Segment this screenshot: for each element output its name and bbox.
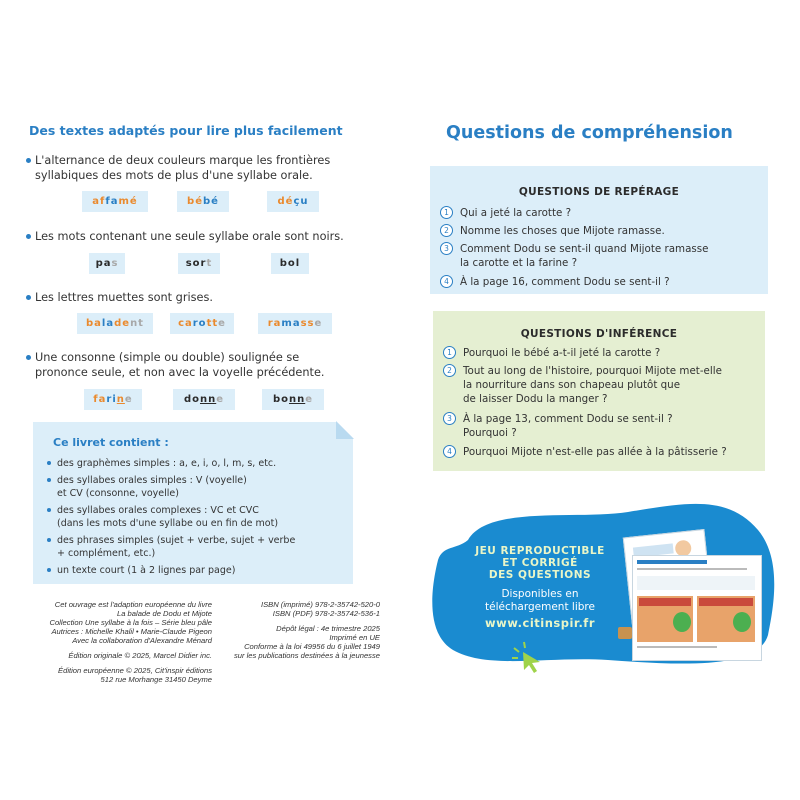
bullet-text: Les lettres muettes sont grises. — [35, 291, 213, 304]
example-word: baladent — [77, 313, 153, 334]
contents-title: Ce livret contient : — [53, 436, 169, 449]
credit-line: Édition originale © 2025, Marcel Didier inc. — [68, 651, 212, 660]
credit-line: La balade de Dodu et Mijote — [117, 609, 212, 618]
bullet-4 — [26, 350, 325, 380]
inference-box — [433, 311, 765, 471]
bullet-dot — [26, 295, 31, 300]
folded-corner — [336, 421, 354, 439]
example-word: ramasse — [258, 313, 332, 334]
credit-line: Autrices : Michelle Khalil • Marie-Claude Pigeon — [51, 627, 212, 636]
bullet-text: syllabiques des mots de plus d'une syllabe orale. — [35, 169, 313, 182]
contents-item-cont: et CV (consonne, voyelle) — [57, 488, 179, 499]
right-heading: Questions de compréhension — [446, 123, 733, 143]
credit-line: Conforme à la loi 49956 du 6 juillet 1949 — [244, 642, 380, 651]
contents-item: des phrases simples (sujet + verbe, sujet + verbe — [57, 534, 295, 547]
bullet-dot — [26, 234, 31, 239]
credit-line: ISBN (PDF) 978-2-35742-536-1 — [272, 609, 380, 618]
question: 3 À la page 13, comment Dodu se sent-il ? Pourquoi ? — [463, 412, 673, 440]
bullet-dot — [26, 355, 31, 360]
contents-item-cont: (dans les mots d'une syllabe ou en fin de mot) — [57, 518, 279, 529]
cursor-icon — [510, 640, 546, 674]
question: 4 Pourquoi Mijote n'est-elle pas allée à la pâtisserie ? — [463, 445, 727, 459]
credit-line: ISBN (imprimé) 978-2-35742-520-0 — [260, 600, 380, 609]
bullet-dot — [26, 158, 31, 163]
example-word: carotte — [170, 313, 234, 334]
credit-line: Cet ouvrage est l'adaption européenne du livre — [54, 600, 212, 609]
worksheet-thumbnail — [632, 555, 762, 661]
contents-item: des graphèmes simples : a, e, i, o, l, m, s, etc. — [57, 457, 276, 470]
bullet-1 — [26, 153, 330, 183]
promo-title: JEU REPRODUCTIBLE ET CORRIGÉ DES QUESTIONS — [475, 545, 605, 581]
example-word: farine — [84, 389, 142, 410]
question: 3 Comment Dodu se sent-il quand Mijote ramasse la carotte et la farine ? — [460, 242, 708, 270]
credit-line: Avec la collaboration d'Alexandre Ménard — [72, 636, 212, 645]
contents-item: des syllabes orales simples : V (voyelle) — [57, 474, 247, 487]
credit-line: 512 rue Morhange 31450 Deyme — [100, 675, 212, 684]
bullet-3 — [26, 290, 213, 305]
example-word: donne — [173, 389, 235, 410]
example-word: pas — [89, 253, 125, 274]
credit-line: Dépôt légal : 4e trimestre 2025 — [276, 624, 380, 633]
example-word: déçu — [267, 191, 319, 212]
credit-line: Imprimé en UE — [329, 633, 380, 642]
reperage-box — [430, 166, 768, 294]
bullet-text: Une consonne (simple ou double) soulignée se — [35, 351, 300, 364]
contents-item-cont: + complément, etc.) — [57, 548, 156, 559]
example-word: affamé — [82, 191, 148, 212]
question: 4 À la page 16, comment Dodu se sent-il ? — [460, 275, 670, 289]
credits-left — [40, 600, 212, 684]
credit-line: Édition européenne © 2025, Cit'inspir éditions — [58, 666, 212, 675]
reperage-title: QUESTIONS DE REPÉRAGE — [518, 186, 680, 198]
question: 1 Qui a jeté la carotte ? — [460, 206, 571, 220]
question: 1 Pourquoi le bébé a-t-il jeté la carotte ? — [463, 346, 660, 360]
bullet-text: L'alternance de deux couleurs marque les frontières — [35, 154, 331, 167]
credit-line: Collection Une syllabe à la fois – Série bleu pâle — [49, 618, 212, 627]
basket-icon — [618, 627, 632, 639]
credit-line: sur les publications destinées à la jeunesse — [233, 651, 380, 660]
promo-subtitle: Disponibles en téléchargement libre — [485, 588, 595, 613]
question: 2 Tout au long de l'histoire, pourquoi Mijote met-elle la nourriture dans son chapeau plutôt que de laisser Dodu la manger ? — [463, 364, 722, 406]
example-word: bol — [271, 253, 309, 274]
contents-item: un texte court (1 à 2 lignes par page) — [57, 564, 235, 577]
promo-url[interactable]: www.citinspir.fr — [485, 616, 595, 630]
contents-box — [33, 422, 353, 584]
left-heading: Des textes adaptés pour lire plus facilement — [29, 123, 343, 138]
question: 2 Nomme les choses que Mijote ramasse. — [460, 224, 665, 238]
bullet-2 — [26, 229, 344, 244]
example-word: bonne — [262, 389, 324, 410]
example-word: bébé — [177, 191, 229, 212]
credits-right — [222, 600, 380, 660]
inference-title: QUESTIONS D'INFÉRENCE — [520, 328, 678, 340]
bullet-text: prononce seule, et non avec la voyelle précédente. — [35, 366, 325, 379]
bullet-text: Les mots contenant une seule syllabe orale sont noirs. — [35, 230, 344, 243]
example-word: sort — [178, 253, 220, 274]
contents-item: des syllabes orales complexes : VC et CVC — [57, 504, 259, 517]
